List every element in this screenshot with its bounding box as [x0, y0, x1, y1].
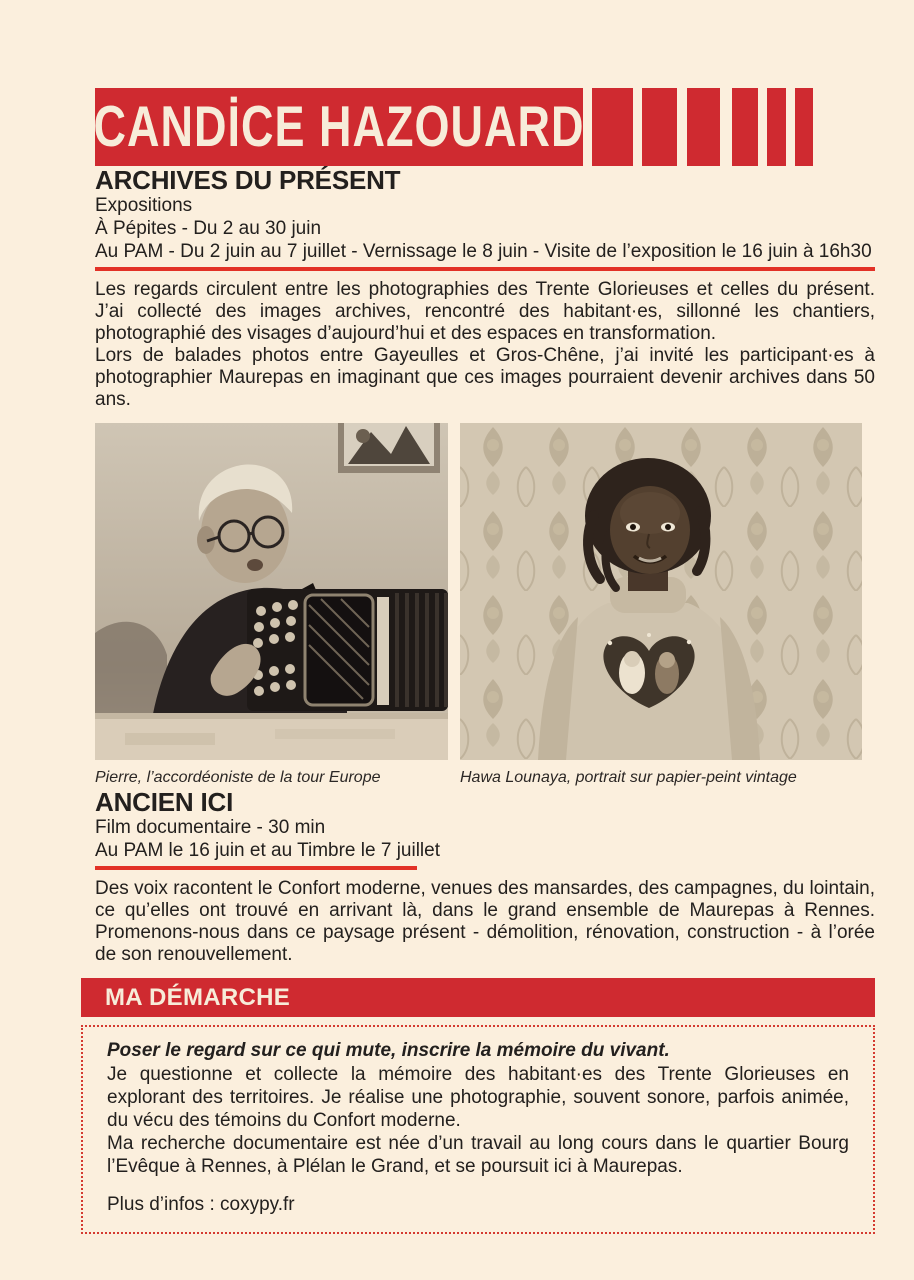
photo-captions: [95, 768, 875, 788]
archives-paragraph-2: Lors de balades photos entre Gayeulles et Gros-Chêne, j’ai invité les participant·es à photographier Maurepas en imaginant que ces images pourraient devenir archives dans 50 ans.: [95, 345, 875, 410]
archives-subtitle: Expositions: [95, 195, 193, 216]
photo-row: [95, 423, 875, 760]
banner-stripes: [592, 88, 813, 166]
demarche-paragraph-2: Ma recherche documentaire est née d’un travail au long cours dans le quartier Bourg l’Evêque à Rennes, à Plélan le Grand, et se poursuit ici à Maurepas.: [107, 1133, 849, 1177]
banner-stripe: [767, 88, 786, 166]
section-title-archives: ARCHIVES DU PRÉSENT: [95, 165, 401, 195]
banner-stripe: [642, 88, 677, 166]
ancien-paragraph: Des voix racontent le Confort moderne, venues des mansardes, des campagnes, du lointain, ce qu’elles ont trouvé en arrivant là, dans le grand ensemble de Maurepas à Rennes. Promenons-nous dans ce paysage présent - démolition, rénovation, construction - à l’orée de son renouvellement.: [95, 878, 875, 965]
banner-stripe: [592, 88, 633, 166]
demarche-paragraph-1: Je questionne et collecte la mémoire des habitant·es des Trente Glorieuses en explorant des territoires. Je réalise une photographie, souvent sonore, parfois animée, du vécu des témoins du Confort moderne.: [107, 1064, 849, 1131]
archives-venue-line-1: À Pépites - Du 2 au 30 juin: [95, 218, 322, 239]
archives-description: [95, 279, 875, 411]
artist-name-banner: [95, 88, 583, 166]
demarche-lead: Poser le regard sur ce qui mute, inscrire la mémoire du vivant.: [107, 1040, 670, 1061]
banner-stripe: [732, 88, 758, 166]
red-rule-short: [95, 866, 417, 870]
more-info-line: Plus d’infos : coxypy.fr: [107, 1194, 295, 1215]
caption-hawa: Hawa Lounaya, portrait sur papier-peint vintage: [460, 769, 797, 786]
ancien-description: [95, 878, 875, 966]
demarche-box: [81, 1025, 875, 1234]
section-title-ancien: ANCIEN ICI: [95, 787, 234, 817]
wall-frame: [338, 423, 440, 473]
ancien-venue-line: Au PAM le 16 juin et au Timbre le 7 juillet: [95, 840, 440, 861]
photo-hawa-portrait: [460, 423, 862, 760]
caption-pierre: Pierre, l’accordéoniste de la tour Europe: [95, 769, 381, 786]
ancien-format-line: Film documentaire - 30 min: [95, 817, 326, 838]
banner-stripe: [687, 88, 720, 166]
demarche-banner: MA DÉMARCHE: [81, 978, 875, 1017]
archives-paragraph-1: Les regards circulent entre les photographies des Trente Glorieuses et celles du présent. J’ai collecté des images archives, rencontré des habitant·es, sillonné les chantiers, photographié des visages d’aujourd’hui et des espaces en transformation.: [95, 279, 875, 344]
archives-venue-line-2: Au PAM - Du 2 juin au 7 juillet - Vernissage le 8 juin - Visite de l’exposition le 16 juin à 16h30: [95, 241, 872, 262]
red-rule: [95, 267, 875, 271]
header-banner: [95, 88, 875, 166]
photo-pierre-accordionist: [95, 423, 448, 760]
banner-stripe: [795, 88, 813, 166]
accordion: [247, 589, 448, 711]
artist-name: CANDİCE HAZOUARD: [93, 93, 585, 159]
